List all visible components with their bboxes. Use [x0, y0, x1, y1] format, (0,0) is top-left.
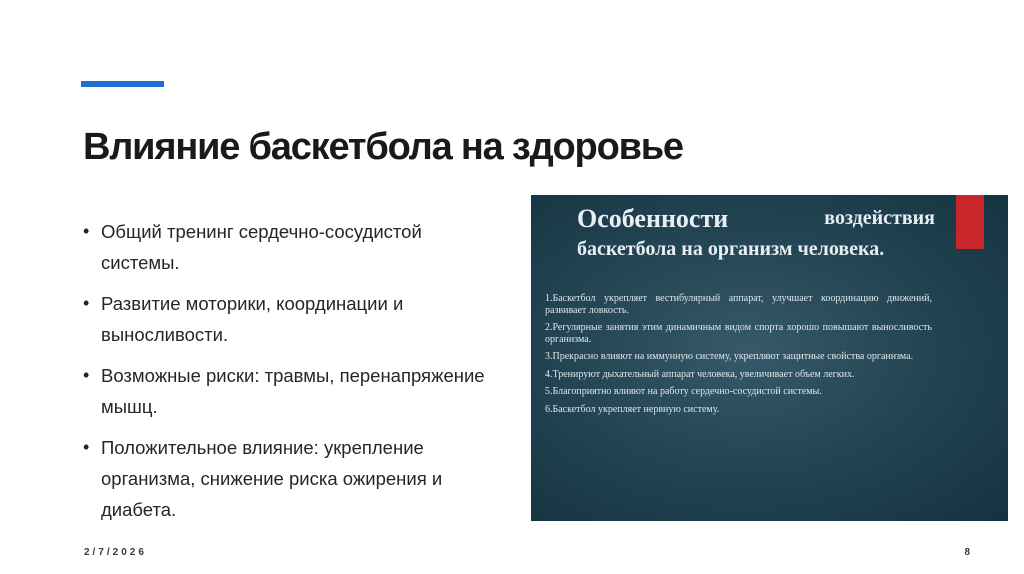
- bullet-list: [83, 216, 503, 535]
- inset-list-item: 2.Регулярные занятия этим динамичным видом спорта хорошо повышают выносливость организма.: [545, 322, 932, 345]
- inset-heading-word1: Особенности: [577, 204, 729, 233]
- inset-list-item: 1.Баскетбол укрепляет вестибулярный аппарат, улучшает координацию движений, развивает ловкость.: [545, 293, 932, 316]
- inset-heading-line2: баскетбола на организм человека.: [577, 238, 885, 260]
- inset-list-item: 3.Прекрасно влияют на иммунную систему, укрепляют защитные свойства организма.: [545, 351, 914, 362]
- inset-red-accent: [956, 195, 984, 249]
- footer-page-number: 8: [964, 547, 970, 558]
- bullet-dot: •: [83, 365, 90, 385]
- bullet-text: Развитие моторики, координации и выносливости.: [101, 293, 404, 345]
- inset-list-item: 6.Баскетбол укрепляет нервную систему.: [545, 403, 720, 415]
- slide-title: Влияние баскетбола на здоровье: [83, 126, 683, 168]
- bullet-text: Положительное влияние: укрепление организма, снижение риска ожирения и диабета.: [101, 437, 443, 520]
- inset-list-item: 4.Тренируют дыхательный аппарат человека, увеличивает объем легких.: [545, 368, 855, 380]
- title-accent-bar: [81, 81, 164, 87]
- footer-date: 2/7/2026: [84, 547, 147, 558]
- inset-heading: [577, 203, 935, 265]
- bullet-item: [83, 360, 503, 422]
- inset-list-item: 5.Благоприятно влияют на работу сердечно-сосудистой системы.: [545, 386, 822, 397]
- bullet-item: [83, 288, 503, 350]
- bullet-text: Общий тренинг сердечно-сосудистой системы.: [101, 221, 422, 273]
- bullet-item: [83, 216, 503, 278]
- bullet-dot: •: [83, 293, 90, 313]
- bullet-text: Возможные риски: травмы, перенапряжение мышц.: [101, 365, 485, 417]
- inset-list: [545, 293, 932, 421]
- inset-heading-word2: воздействия: [824, 207, 935, 229]
- bullet-dot: •: [83, 437, 90, 457]
- inset-image: [531, 195, 1008, 521]
- bullet-dot: •: [83, 221, 90, 241]
- bullet-item: [83, 432, 503, 525]
